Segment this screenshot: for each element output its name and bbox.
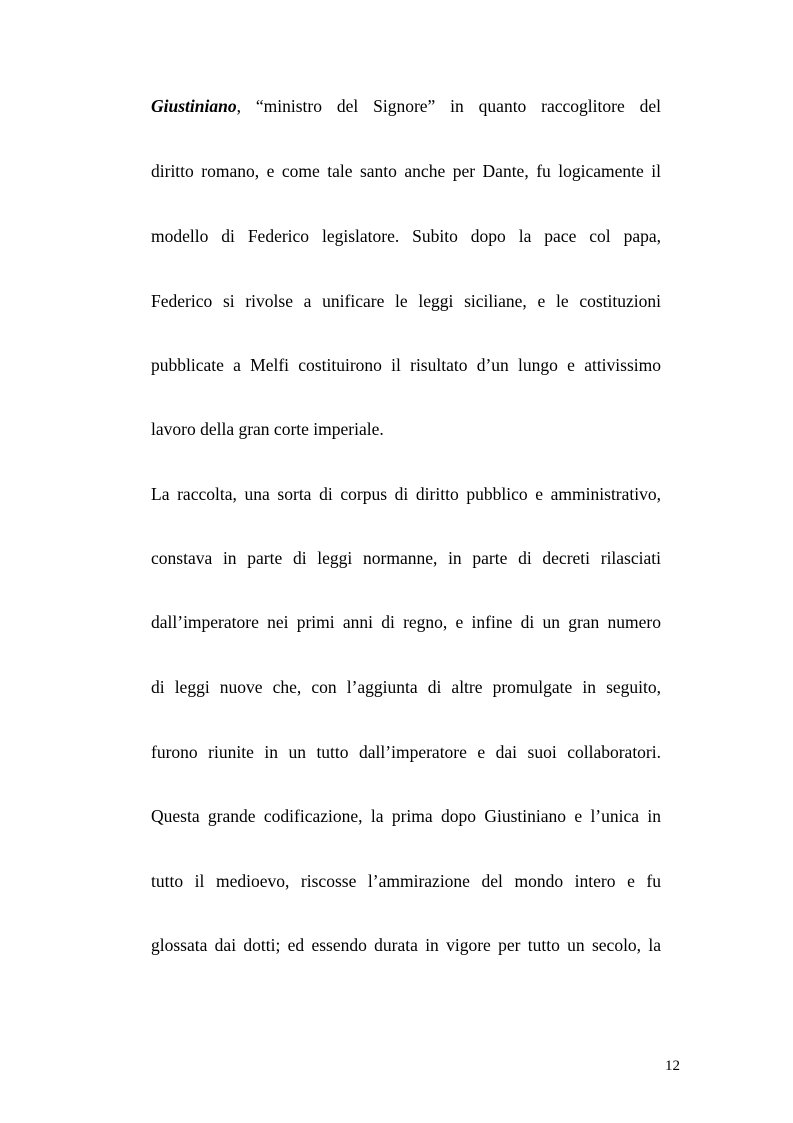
text-line-13: tutto il medioevo, riscosse l’ammirazione del mondo intero e fu bbox=[151, 871, 661, 891]
text-line-1-rest: , “ministro del Signore” in quanto raccoglitore del bbox=[236, 96, 661, 116]
text-line-6: lavoro della gran corte imperiale. bbox=[151, 419, 384, 439]
text-line-14: glossata dai dotti; ed essendo durata in vigore per tutto un secolo, la bbox=[151, 935, 661, 955]
text-line-2: diritto romano, e come tale santo anche per Dante, fu logicamente il bbox=[151, 161, 661, 181]
text-line-5: pubblicate a Melfi costituirono il risultato d’un lungo e attivissimo bbox=[151, 355, 661, 375]
page-number: 12 bbox=[665, 1058, 680, 1074]
text-line-12: Questa grande codificazione, la prima dopo Giustiniano e l’unica in bbox=[151, 806, 661, 826]
text-line-3: modello di Federico legislatore. Subito dopo la pace col papa, bbox=[151, 226, 661, 246]
text-line-4: Federico si rivolse a unificare le leggi siciliane, e le costituzioni bbox=[151, 291, 661, 311]
emphasized-name: Giustiniano bbox=[151, 96, 237, 116]
text-line-1 bbox=[151, 95, 661, 117]
text-line-7: La raccolta, una sorta di corpus di diritto pubblico e amministrativo, bbox=[151, 484, 661, 504]
text-line-8: constava in parte di leggi normanne, in parte di decreti rilasciati bbox=[151, 548, 661, 568]
text-line-10: di leggi nuove che, con l’aggiunta di altre promulgate in seguito, bbox=[151, 677, 661, 697]
text-line-11: furono riunite in un tutto dall’imperatore e dai suoi collaboratori. bbox=[151, 742, 661, 762]
text-line-9: dall’imperatore nei primi anni di regno, e infine di un gran numero bbox=[151, 612, 661, 632]
